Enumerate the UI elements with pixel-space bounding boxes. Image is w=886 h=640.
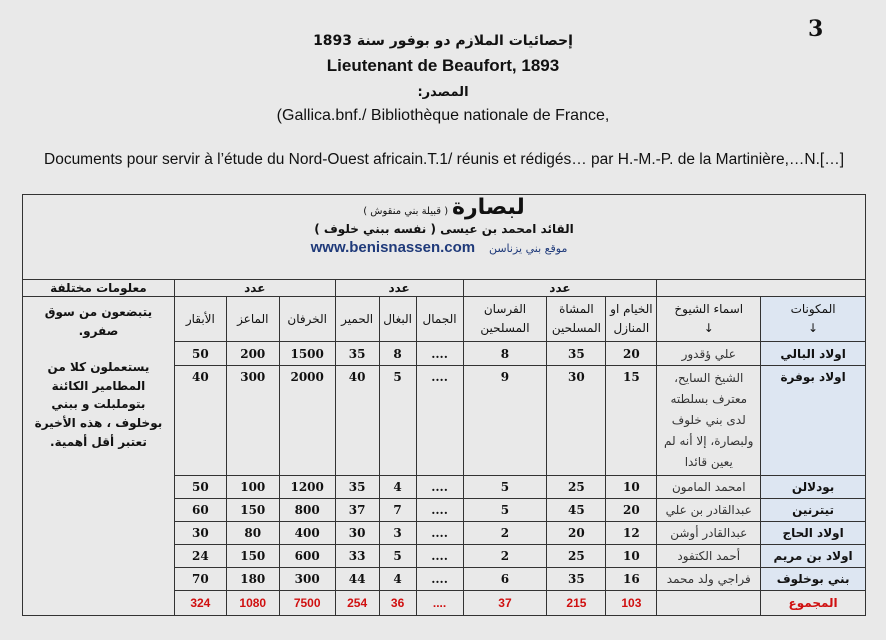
tribe-note: ( قبيلة بني منقوش ) <box>363 206 449 217</box>
cell-goats: 1080 <box>226 591 279 616</box>
cell-foot: 30 <box>547 366 606 476</box>
col-mules: البغال <box>379 297 416 342</box>
table-title <box>23 195 866 280</box>
cell-tents: 16 <box>606 568 657 591</box>
col-goats: الماعز <box>226 297 279 342</box>
cell-tents: 12 <box>606 522 657 545</box>
cell-component: اولاد بوفرة <box>761 366 866 476</box>
cell-shaikh: فراجي ولد محمد <box>657 568 761 591</box>
cell-donkeys: 33 <box>335 545 379 568</box>
cell-tents: 20 <box>606 499 657 522</box>
cell-goats: 100 <box>226 476 279 499</box>
cell-cattle: 60 <box>174 499 226 522</box>
cell-cattle: 40 <box>174 366 226 476</box>
down-arrow-icon: ↓ <box>808 321 819 335</box>
shaikh-note <box>657 366 761 476</box>
cell-tents: 15 <box>606 366 657 476</box>
cell-foot: 35 <box>547 568 606 591</box>
cell-camels: .... <box>416 342 463 366</box>
cell-cattle: 24 <box>174 545 226 568</box>
col-sheep: الخرفان <box>279 297 335 342</box>
cell-component: اولاد البالي <box>761 342 866 366</box>
cell-mules: 5 <box>379 366 416 476</box>
cell-camels: .... <box>416 568 463 591</box>
documents-line: Documents pour servir à l’étude du Nord-Ouest africain.T.1/ réunis et rédigés… par H.-M.-P. de la Martinière,…N.[…] <box>44 151 845 168</box>
tribe-name: لبصارة <box>451 195 525 220</box>
cell-camels: .... <box>416 522 463 545</box>
group-header-row <box>23 280 866 297</box>
col-shaikh <box>657 297 761 342</box>
cell-mules: 4 <box>379 476 416 499</box>
cell-horse: 2 <box>463 545 547 568</box>
cell-sheep: 600 <box>279 545 335 568</box>
cell-shaikh: علي ؤقدور <box>657 342 761 366</box>
cell-tents: 103 <box>606 591 657 616</box>
cell-goats: 200 <box>226 342 279 366</box>
cell-shaikh: أحمد الكتفود <box>657 545 761 568</box>
cell-tents: 10 <box>606 545 657 568</box>
cell-cattle: 50 <box>174 342 226 366</box>
totals-label: المجموع <box>761 591 866 616</box>
source-label: المصدر: <box>417 85 469 100</box>
cell-shaikh: عبدالقادر بن علي <box>657 499 761 522</box>
cell-horse: 6 <box>463 568 547 591</box>
cell-shaikh: امحمد المامون <box>657 476 761 499</box>
cell-foot: 45 <box>547 499 606 522</box>
cell-donkeys: 37 <box>335 499 379 522</box>
cell-horse: 8 <box>463 342 547 366</box>
notes-storage: يستعملون كلا من المطامير الكائنة بتوملبلت و ببني بوخلوف ، هذه الأخيرة تعتبر أقل أهمية. <box>34 360 163 449</box>
cell-donkeys: 30 <box>335 522 379 545</box>
cell-horse: 5 <box>463 499 547 522</box>
cell-tents: 10 <box>606 476 657 499</box>
col-components <box>761 297 866 342</box>
col-donkeys: الحمير <box>335 297 379 342</box>
cell-sheep: 800 <box>279 499 335 522</box>
cell-component: اولاد بن مريم <box>761 545 866 568</box>
latin-title: Lieutenant de Beaufort, 1893 <box>326 56 560 75</box>
cell-mules: 5 <box>379 545 416 568</box>
group-count-2: عدد <box>335 280 463 297</box>
col-horse: الفرسان المسلحين <box>463 297 547 342</box>
cell-donkeys: 35 <box>335 342 379 366</box>
cell-goats: 150 <box>226 545 279 568</box>
site-arabic: موقع بني يزناسن <box>488 242 568 255</box>
cell-component: اولاد الحاج <box>761 522 866 545</box>
cell-donkeys: 40 <box>335 366 379 476</box>
cell-sheep: 1500 <box>279 342 335 366</box>
cell-horse: 9 <box>463 366 547 476</box>
cell-mules: 8 <box>379 342 416 366</box>
cell-cattle: 30 <box>174 522 226 545</box>
col-foot: المشاة المسلحين <box>547 297 606 342</box>
cell-camels: .... <box>416 499 463 522</box>
cell-foot: 25 <box>547 545 606 568</box>
cell-foot: 25 <box>547 476 606 499</box>
cell-goats: 80 <box>226 522 279 545</box>
notes-market: يتبضعون من سوق صفرو. <box>44 305 153 338</box>
cell-sheep: 1200 <box>279 476 335 499</box>
cell-cattle: 70 <box>174 568 226 591</box>
cell-donkeys: 44 <box>335 568 379 591</box>
cell-horse: 5 <box>463 476 547 499</box>
cell-horse: 2 <box>463 522 547 545</box>
text-line: ولبصارة، إلا أنه لم <box>664 434 754 448</box>
cell-donkeys: 254 <box>335 591 379 616</box>
cell-camels: .... <box>416 366 463 476</box>
cell-sheep: 2000 <box>279 366 335 476</box>
down-arrow-icon: ↓ <box>703 321 714 335</box>
cell-cattle: 50 <box>174 476 226 499</box>
text-line: اسماء الشيوخ <box>674 302 744 317</box>
text-line: يعين قائدا <box>684 455 733 469</box>
arabic-title: إحصائيات الملازم دو بوفور سنة 1893 <box>313 33 573 49</box>
cell-sheep: 400 <box>279 522 335 545</box>
page-number: 3 <box>808 16 824 42</box>
cell-component: بني بوخلوف <box>761 568 866 591</box>
cell-camels: .... <box>416 545 463 568</box>
cell-sheep: 300 <box>279 568 335 591</box>
col-camels: الجمال <box>416 297 463 342</box>
empty-cell <box>657 280 866 297</box>
cell-mules: 4 <box>379 568 416 591</box>
cell-sheep: 7500 <box>279 591 335 616</box>
empty-cell <box>657 591 761 616</box>
cell-goats: 300 <box>226 366 279 476</box>
cell-goats: 150 <box>226 499 279 522</box>
col-cattle: الأبقار <box>174 297 226 342</box>
group-info: معلومات مختلفة <box>23 280 175 297</box>
cell-horse: 37 <box>463 591 547 616</box>
group-count-3: عدد <box>174 280 335 297</box>
column-header-row <box>23 297 866 342</box>
cell-foot: 215 <box>547 591 606 616</box>
notes-cell <box>23 297 175 616</box>
cell-component: بودلالن <box>761 476 866 499</box>
cell-foot: 35 <box>547 342 606 366</box>
cell-mules: 36 <box>379 591 416 616</box>
col-tents: الخيام او المنازل <box>606 297 657 342</box>
cell-foot: 20 <box>547 522 606 545</box>
cell-cattle: 324 <box>174 591 226 616</box>
cell-shaikh: عبدالقادر أوشن <box>657 522 761 545</box>
text-line: لدى بني خلوف <box>671 413 746 427</box>
group-count-1: عدد <box>463 280 657 297</box>
site-url[interactable]: www.benisnassen.com <box>310 239 476 256</box>
cell-camels: .... <box>416 591 463 616</box>
cell-donkeys: 35 <box>335 476 379 499</box>
cell-mules: 3 <box>379 522 416 545</box>
cell-mules: 7 <box>379 499 416 522</box>
caid-line: القائد امحمد بن عيسى ( نفسه ببني خلوف ) <box>314 222 574 236</box>
cell-component: تيترنين <box>761 499 866 522</box>
text-line: المكونات <box>790 302 836 317</box>
text-line: الشيخ السايح، <box>674 371 744 385</box>
cell-camels: .... <box>416 476 463 499</box>
census-table <box>22 194 866 616</box>
text-line: معترف بسلطته <box>670 392 748 406</box>
cell-tents: 20 <box>606 342 657 366</box>
source-line: (Gallica.bnf./ Bibliothèque nationale de France, <box>276 107 610 124</box>
cell-goats: 180 <box>226 568 279 591</box>
